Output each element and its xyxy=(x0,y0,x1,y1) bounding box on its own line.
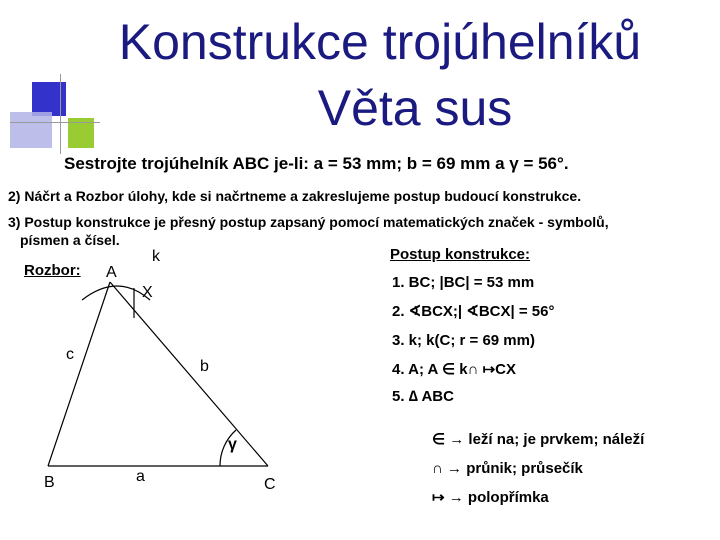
label-b: b xyxy=(200,358,209,375)
arrow-right-icon: → xyxy=(447,460,463,477)
arrow-right-icon: → xyxy=(449,431,465,448)
label-B: B xyxy=(44,474,55,491)
legend-text-ray: polopřímka xyxy=(467,489,549,506)
legend-item-element-of xyxy=(432,430,644,448)
task-statement: Sestrojte trojúhelník ABC je-li: a = 53 mm; b = 69 mm a γ = 56°. xyxy=(64,154,569,173)
construction-step-3: 3. k; k(C; r = 69 mm) xyxy=(392,332,535,349)
label-k: k xyxy=(152,248,160,265)
label-gamma: γ xyxy=(228,436,237,453)
legend-item-ray xyxy=(432,488,549,506)
label-A: A xyxy=(106,264,117,281)
legend-text-element-of: leží na; je prvkem; náleží xyxy=(468,431,645,448)
point-2-text: 2) Náčrt a Rozbor úlohy, kde si načrtneme a zakreslujeme postup budoucí konstrukce. xyxy=(8,188,582,204)
legend-symbol-element-of: ∈ xyxy=(432,431,446,448)
construction-step-4: 4. A; A ∈ k∩ ↦CX xyxy=(392,361,516,378)
legend-symbol-intersection: ∩ xyxy=(432,460,443,477)
legend-symbol-ray: ↦ xyxy=(432,489,445,506)
page-title-line1: Konstrukce trojúhelníků xyxy=(118,14,642,70)
label-a: a xyxy=(136,468,145,485)
analysis-heading: Rozbor: xyxy=(24,262,81,279)
construction-step-2: 2. ∢BCX;| ∢BCX| = 56° xyxy=(392,303,555,320)
construction-heading: Postup konstrukce: xyxy=(390,246,531,263)
label-C: C xyxy=(264,476,276,493)
arrow-right-icon: → xyxy=(448,489,464,506)
construction-step-1: 1. BC; |BC| = 53 mm xyxy=(392,274,535,291)
construction-step-5: 5. ∆ ABC xyxy=(392,388,454,405)
label-X: X xyxy=(142,284,153,301)
point-3-text-line1: 3) Postup konstrukce je přesný postup zapsaný pomocí matematických značek - symbolů, xyxy=(8,214,609,230)
label-c: c xyxy=(66,346,74,363)
legend-text-intersection: průnik; průsečík xyxy=(466,460,583,477)
point-3-text-line2: písmen a čísel. xyxy=(20,232,120,248)
page-title-line2: Věta sus xyxy=(317,80,513,136)
side-c-line xyxy=(48,282,110,466)
legend-item-intersection xyxy=(432,460,583,477)
